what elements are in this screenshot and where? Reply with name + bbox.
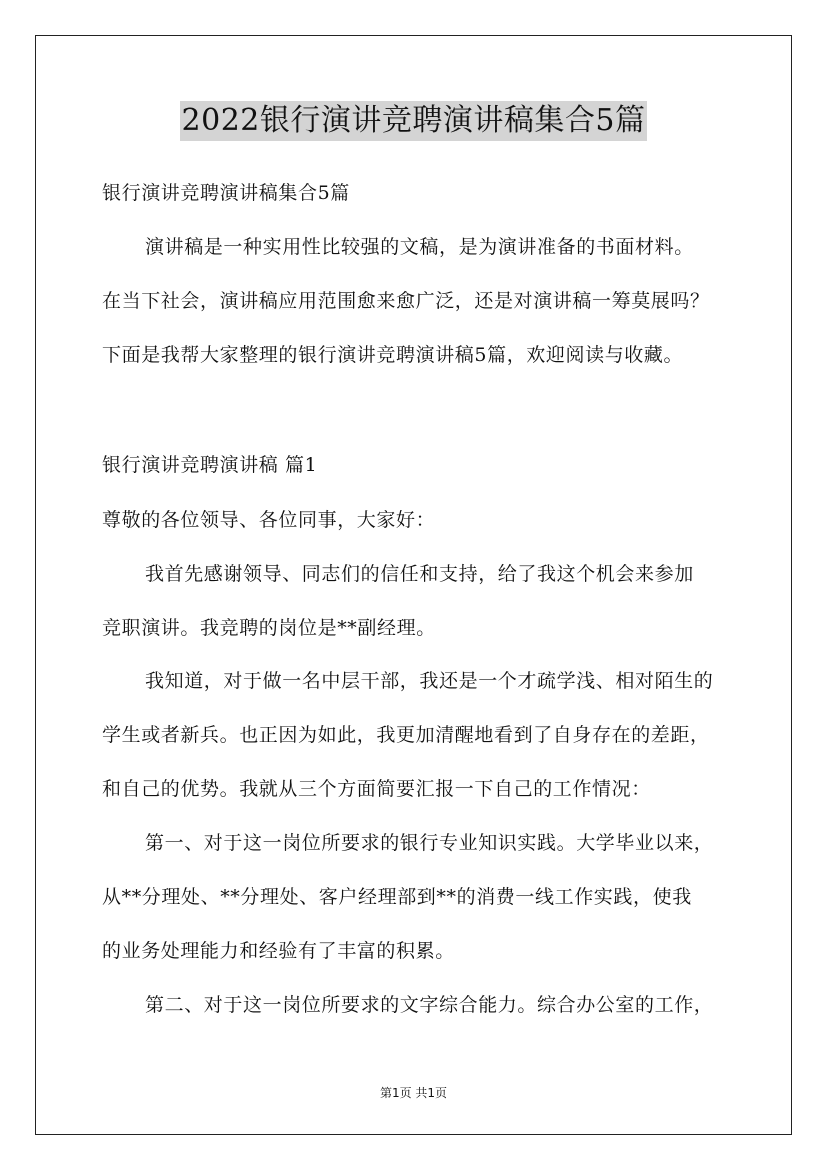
page-footer: 第1页 共1页	[379, 1086, 448, 1100]
greeting-line: 尊敬的各位领导、各位同事，大家好：	[102, 509, 436, 531]
title-container	[0, 101, 827, 141]
paragraph3-line-2: 从**分理处、**分理处、客户经理部到**的消费一线工作实践，使我	[102, 886, 692, 908]
paragraph2-line-1: 我知道，对于做一名中层干部，我还是一个才疏学浅、相对陌生的	[145, 670, 714, 692]
document-subtitle: 银行演讲竞聘演讲稿集合5篇	[102, 182, 350, 204]
paragraph4-line-1: 第二、对于这一岗位所要求的文字综合能力。综合办公室的工作，	[145, 994, 714, 1016]
paragraph3-line-3: 的业务处理能力和经验有了丰富的积累。	[102, 940, 455, 962]
document-title: 2022银行演讲竞聘演讲稿集合5篇	[180, 101, 648, 141]
intro-line-1: 演讲稿是一种实用性比较强的文稿，是为演讲准备的书面材料。	[145, 236, 694, 258]
intro-line-2: 在当下社会，演讲稿应用范围愈来愈广泛，还是对演讲稿一筹莫展吗？	[102, 290, 710, 312]
paragraph2-line-3: 和自己的优势。我就从三个方面简要汇报一下自己的工作情况：	[102, 778, 651, 800]
paragraph1-line-2: 竞职演讲。我竞聘的岗位是**副经理。	[102, 617, 436, 639]
paragraph1-line-1: 我首先感谢领导、同志们的信任和支持，给了我这个机会来参加	[145, 563, 694, 585]
paragraph3-line-1: 第一、对于这一岗位所要求的银行专业知识实践。大学毕业以来，	[145, 832, 714, 854]
section-heading: 银行演讲竞聘演讲稿 篇1	[102, 454, 318, 476]
intro-line-3: 下面是我帮大家整理的银行演讲竞聘演讲稿5篇，欢迎阅读与收藏。	[102, 344, 684, 366]
paragraph2-line-2: 学生或者新兵。也正因为如此，我更加清醒地看到了自身存在的差距，	[102, 724, 710, 746]
